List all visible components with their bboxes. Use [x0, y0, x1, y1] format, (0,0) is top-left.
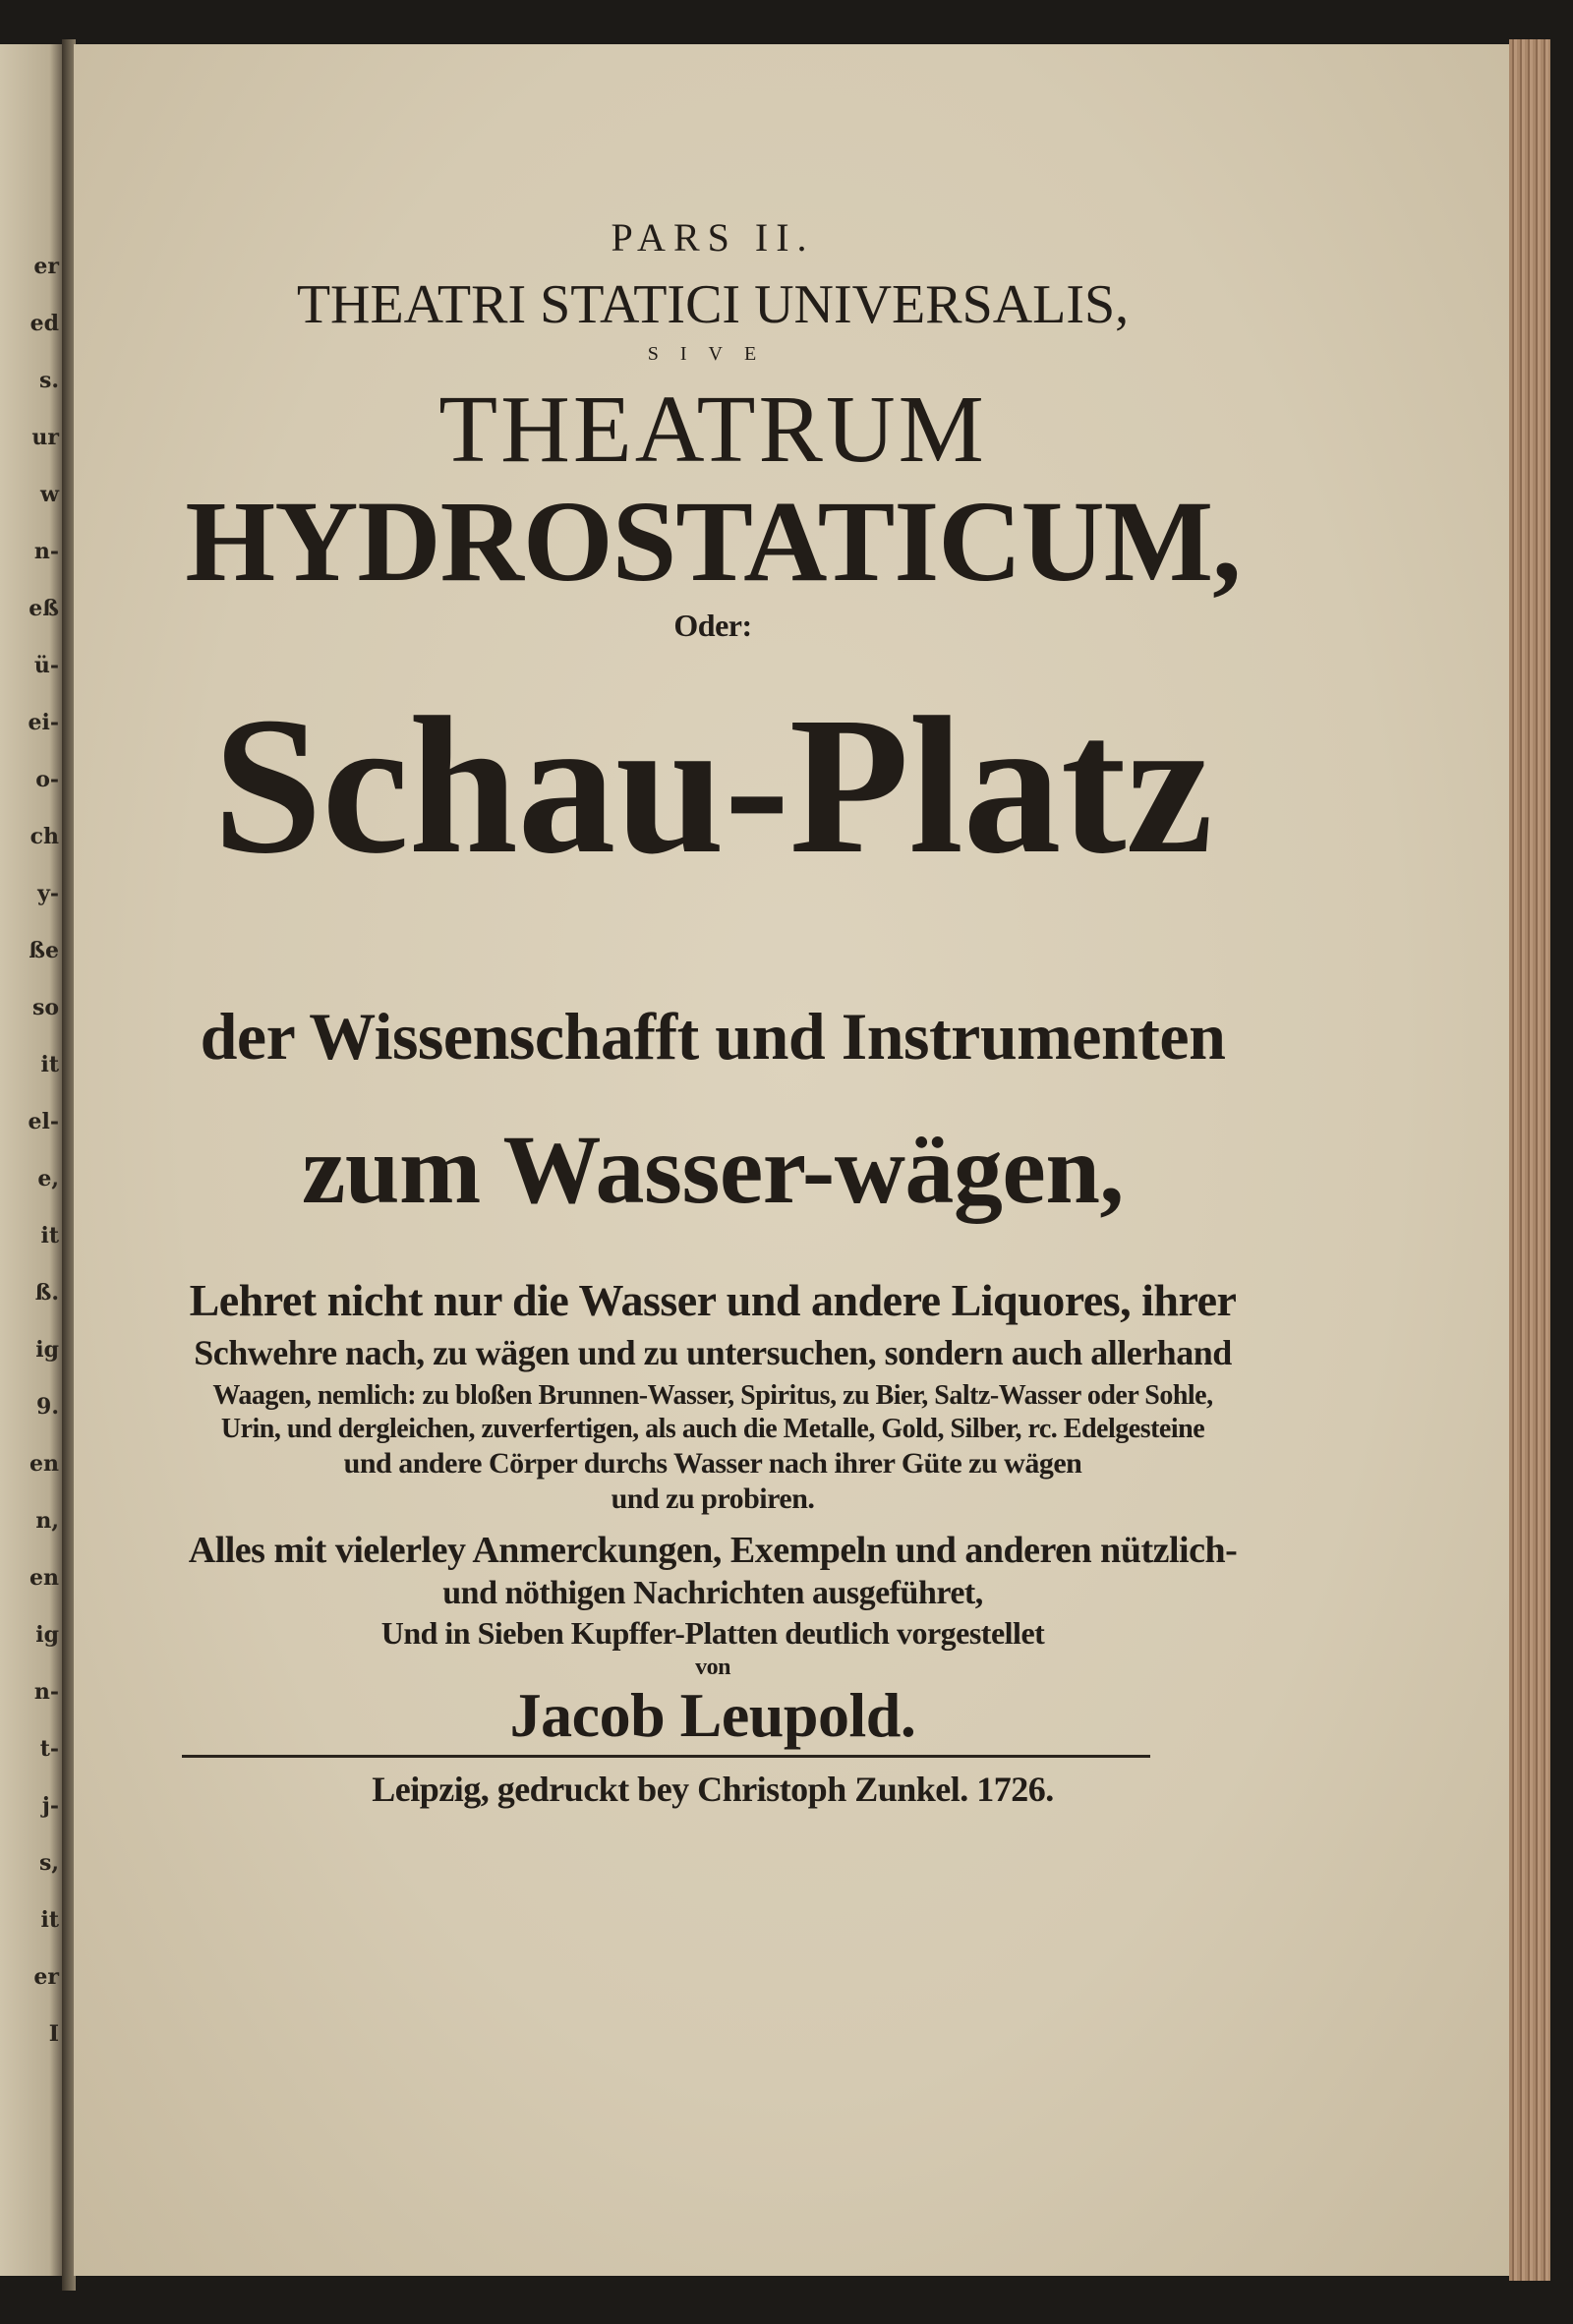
subtitle-line2: zum Wasser-wägen,	[302, 1115, 1124, 1224]
left-page-text-fragment: e,	[37, 1166, 59, 1191]
left-page-text-fragment: ch	[29, 824, 59, 849]
page-edges	[1509, 39, 1550, 2281]
left-page-text-fragment: eß	[29, 596, 59, 621]
notes-line: Alles mit vielerley Anmerckungen, Exempeln und anderen nützlich-	[188, 1530, 1238, 1571]
left-page-text-fragment: ur	[31, 425, 59, 450]
main-title-line1: THEATRUM	[438, 377, 987, 483]
left-page-text-fragment: I	[48, 2021, 59, 2047]
left-page-text-fragment: ß.	[34, 1280, 59, 1306]
oder-label: Oder:	[673, 608, 752, 643]
left-page-text-fragment: j-	[41, 1793, 59, 1819]
notes-line: und nöthigen Nachrichten ausgeführet,	[442, 1575, 983, 1611]
left-page-text-fragment: ü-	[33, 653, 59, 678]
pars-heading: PARS II.	[611, 215, 815, 260]
left-page-text-fragment: n-	[33, 1679, 59, 1705]
description-line: Urin, und dergleichen, zuverfertigen, als auch die Metalle, Gold, Silber, rc. Edelgesteine	[220, 1414, 1205, 1444]
left-page-text-fragment: en	[29, 1451, 59, 1477]
description-line: und zu probiren.	[611, 1482, 815, 1515]
left-page-text-fragment: 9.	[36, 1394, 59, 1420]
left-page-text-fragment: it	[40, 1052, 59, 1077]
left-page-text-fragment: n-	[33, 539, 59, 564]
left-page-text-fragment: ße	[29, 938, 59, 963]
sive-label: SIVE	[647, 343, 779, 365]
left-page-text-fragment: y-	[37, 881, 59, 906]
divider-rule	[182, 1755, 1150, 1758]
subtitle-line1: der Wissenschafft und Instrumenten	[200, 999, 1226, 1074]
left-page-text-fragment: ei-	[28, 710, 59, 735]
german-title: Schau-Platz	[212, 677, 1213, 895]
description-line: und andere Cörper durchs Wasser nach ihrer Güte zu wägen	[343, 1447, 1082, 1480]
left-page-text-fragment: s.	[38, 368, 59, 393]
notes-line: Und in Sieben Kupffer-Platten deutlich vorgestellet	[380, 1615, 1045, 1651]
description-line: Schwehre nach, zu wägen und zu untersuchen, sondern auch allerhand	[194, 1333, 1232, 1372]
imprint: Leipzig, gedruckt bey Christoph Zunkel. 1726.	[372, 1770, 1054, 1809]
von-label: von	[695, 1655, 730, 1680]
series-title: THEATRI STATICI UNIVERSALIS,	[296, 274, 1130, 335]
left-page-text-fragment: ig	[35, 1337, 59, 1363]
left-page-text-fragment: n,	[35, 1508, 59, 1534]
left-page-text-fragment: el-	[28, 1109, 59, 1134]
description-line: Lehret nicht nur die Wasser und andere Liquores, ihrer	[189, 1275, 1237, 1325]
left-page-text-fragment: it	[40, 1907, 59, 1933]
left-page-text-fragment: so	[31, 995, 59, 1020]
left-page-text-fragment: ed	[29, 311, 59, 336]
left-page-text-fragment: s,	[38, 1850, 59, 1876]
left-page-text-fragment: it	[40, 1223, 59, 1249]
description-line: Waagen, nemlich: zu bloßen Brunnen-Wasser, Spiritus, zu Bier, Saltz-Wasser oder Sohle,	[212, 1380, 1213, 1411]
left-page-text-fragment: o-	[35, 767, 59, 792]
left-page-text-fragment: er	[33, 254, 59, 279]
main-title-line2: HYDROSTATICUM,	[185, 477, 1241, 606]
left-page-text-fragment: en	[29, 1565, 59, 1591]
left-page-text-fragment: er	[33, 1964, 59, 1990]
left-page-text-fragment: t-	[39, 1736, 59, 1762]
left-page-text-fragment: ig	[35, 1622, 59, 1648]
left-page-text-fragment: w	[40, 482, 59, 507]
author-name: Jacob Leupold.	[509, 1680, 916, 1750]
